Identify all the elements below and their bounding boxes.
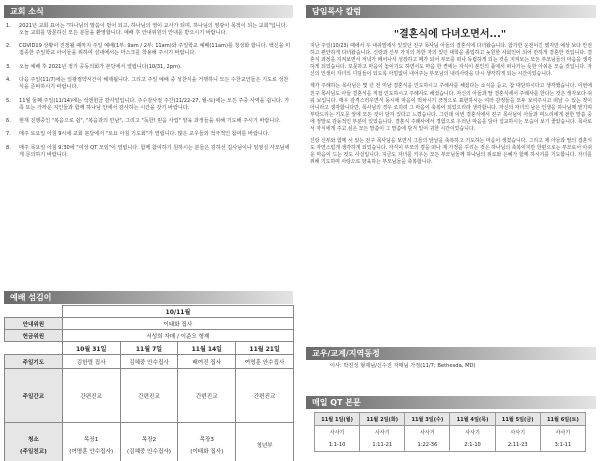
- snack-cell: 간편진교: [178, 369, 236, 423]
- qt-day: 11월 5일(금): [495, 413, 540, 426]
- table-row: [5, 369, 294, 423]
- calendar-title: 교우/교계/지역동정: [312, 349, 380, 358]
- prayer-label: 주일기도: [5, 355, 63, 369]
- prayer-cell: 여명훈 안수집사: [236, 355, 294, 369]
- news-number: 8.: [6, 144, 11, 151]
- news-text: 2021년 교회 표어는 "하나님의 말씀이 벋어 되고, 하나님의 영이 교사가 되며, 하나님의 영광이 목적이 되는 교회"입니다. 오늘 교회를 방문하신 모든 분들을 환영합니다. 예배 후 안내위원의 안내를 받으시기 바랍니다.: [19, 23, 288, 36]
- clean-group: 목장3: [199, 436, 214, 443]
- news-list: [6, 23, 292, 165]
- snack-cell: 간편진교: [236, 369, 294, 423]
- news-item: [6, 23, 292, 37]
- clean-label-cell: [5, 423, 63, 461]
- table-row: [315, 413, 586, 426]
- news-text: COVID19 상황이 진정될 때까지 주일 예배(1부: 9am / 2부: 11am)와 주일학교 예배(11am)를 청성화 합니다. 백신을 미접종한 주일학교 아이들을 위하여 실내에서는 마스크를 착용해 주시기 바랍니다.: [19, 43, 291, 57]
- qt-book: 사사기: [360, 426, 405, 439]
- clean-cell: [178, 423, 236, 461]
- table-row: [5, 306, 294, 318]
- week-header: 10월 31일: [62, 342, 120, 355]
- column-paragraph: 지난 주일(10/23) 때에서 우 내쉬빌에서 있었던 친구 목사님 아들의 결혼식에 다녀왔습니다. 참가한 운전이긴 했지만 예상 보다 안전하고 편안하게 다녀왔습니다. 신랑과 신부 가지의 처한 자의 있던 대학을 졸업하고 늦원한 사회인이 되어 만하게 결혼한 것입니다. 결혼식 과정을 지켜보면서 저녁가 떼어나서 성장하고 떼가 되어 부모를 떠나 독립하게 되는 것을 지켜보는 모든 부모님들의 마음을 생각하게 되었습니다. 꼬뭇하고 마음이 놓이기도 하면서도 마음 한 켠에는 자식이 본인의 품에서 떠나가는 듯한 아쉬운 모습 것입니다. 자신의 인생이 자녀의 디딤들이 되도록 아낌없이 내어주는 부모님의 내리사랑을 다시 생각하게 되는 시간이었습니다.: [310, 43, 592, 78]
- news-number: 6.: [6, 117, 11, 124]
- qt-day: 11월 1일(월): [315, 413, 360, 426]
- qt-day: 11월 6일(토): [540, 413, 585, 426]
- table-row: [315, 426, 586, 439]
- offering-label: 헌금위원: [5, 330, 63, 342]
- qt-day: 11월 3일(수): [405, 413, 450, 426]
- clean-leader: (여명훈 안수집사): [69, 448, 114, 455]
- news-text: 매주 목요일 아침 9:30에 "여성 QT 모임"이 열립니다. 함께 참여하기 원하시는 분들은 김하선 집사님이나 임영실 사모님에게 문의하기 바랍니다.: [19, 144, 290, 158]
- table-row: [5, 330, 294, 342]
- news-number: 5.: [6, 97, 11, 104]
- qt-book: 사사기: [540, 426, 585, 439]
- news-section-header: [4, 5, 293, 18]
- qt-book: 사사기: [450, 426, 495, 439]
- clean-group: 목장1: [84, 436, 99, 443]
- prayer-cell: 김혜중 안수집사: [120, 355, 178, 369]
- qt-book: 사사기: [315, 426, 360, 439]
- schedule-table: [4, 305, 294, 461]
- news-item: [6, 77, 292, 91]
- table-corner: [5, 306, 63, 318]
- news-item: [6, 43, 292, 57]
- table-row: [5, 355, 294, 369]
- snack-cell: 간편진교: [62, 369, 120, 423]
- news-item: [6, 131, 292, 138]
- qt-ref: 1:22-36: [405, 439, 450, 452]
- right-column: [300, 0, 600, 461]
- news-number: 3.: [6, 63, 11, 70]
- news-item: [6, 145, 292, 159]
- news-text: 오늘 예배 후 2021년 정기 공동의회가 본당에서 열립니다(10/31, 2pm).: [19, 63, 182, 70]
- column-heading: "결혼식에 다녀오면서...": [393, 29, 507, 40]
- qt-day: 11월 2일(화): [360, 413, 405, 426]
- news-item: [6, 118, 292, 125]
- calendar-section-header: [306, 347, 596, 360]
- news-text: 11월 둘째 주일(11/14)에는 석엔헌금 감사일입니다. 주수감사절 주간(11/22-27, 월-토)에는 모든 주중 사역을 쉽니다. 가족 또는 가까운 지인들과 함께 하나님 안에서 감사하는 시간을 갖기 바랍니다.: [19, 97, 290, 111]
- greeter-label: 안내위원: [5, 318, 63, 330]
- calendar-text: 이사: 박진성 형제님/신수진 자매님 가정(11/7; Bethesda, MD): [330, 363, 476, 369]
- qt-ref: 3:1-11: [540, 439, 585, 452]
- table-blank: [5, 342, 63, 355]
- news-number: 2.: [6, 43, 11, 50]
- week-header: 11월 21일: [236, 342, 294, 355]
- table-row: [5, 342, 294, 355]
- clean-group: 청년부: [256, 442, 273, 449]
- prayer-cell: 김한렬 집사: [62, 355, 120, 369]
- week-header: 11월 14일: [178, 342, 236, 355]
- column-paragraph: 제가 주례하는 목사님은 몇 년 전 미남 결혼식을 인도하시고 주례사를 해셨다는 소식을 듣고, 참 대단하시다고 생각했습니다. 이번에 친구 목사님도 아들 결혼식을 직접 인도하시고 주례사도 해셨습니다. 자신의 아들과 딸 결혼식에서 주례사를 한다는 것은 생각보다 쉬워 보입니다. 매우 감격스러우면서 동시에 마음이 벅차시기 긍정으로 표현하시는 여러 감정들을 모두 보여주시고 떠날 수 있는 것이 아니라고 생각합니다만, 목사님의 경우 오히려 그 마음이 축복이 되었으리라 생각합니다. 자신의 자녀의 남은 인생을 하나님께 맡기며 부탁드리는 기도문 앞에 모든 것이 담겨 있다고 느꼈습니다. 그런데 이번 결혼식에서 친구 목사님이 아들과 며느리에게 전한 말씀 중에 정말로 감동적인 부분이 있었습니다. 결혼식 주례사에서 경험으로 우러난 마음을 담아 설교하시는 모습이 보기 좋았습니다. 목사로서 자식에게 주고 싶은 모든 말씀이 그 말씀에 담겨 있어 귀한 시간이었습니다.: [310, 83, 592, 133]
- news-number: 4.: [6, 77, 11, 84]
- qt-day: 11월 4일(목): [450, 413, 495, 426]
- news-number: 1.: [6, 23, 11, 29]
- news-title: 교회 소식: [10, 7, 44, 16]
- news-item: [6, 98, 292, 112]
- column-paragraph: 신랑 신부와 함께 서 있는 친구 목사님을 보면서 그들의 앞날을 축복하고 기도하는 마음이 생겼습니다. 그리고 제 아들과 딸의 결혼식도 자연스럽게 생각하게 되었습니다. 자식이 부모의 곁을 떠나 제 가정을 꾸리는 것은 하나님의 축복이지만 한편으로는 부모로서 아쉬운 마음이 드는 것도 사실입니다. 지금도 자녀를 키우는 모든 부모님들께 하나님의 위로와 은혜가 함께 하시기를 기도합니다. 자녀를 위해 기도하며 사랑으로 양육하는 부모님들을 축복합니다.: [310, 138, 592, 166]
- qt-ref: 2:11-23: [495, 439, 540, 452]
- qt-ref: 1:1-10: [315, 439, 360, 452]
- qt-book: 사사기: [405, 426, 450, 439]
- prayer-cell: 배여진 집사: [178, 355, 236, 369]
- qt-ref: 1:11-21: [360, 439, 405, 452]
- schedule-title: 예배 섬김이: [10, 293, 52, 302]
- news-text: 다음 주일(11/7)에는 일광절약시간이 해제됩니다. 그리고 주일 예배 중 성찬식을 거행하니 모든 수찬교인들은 기도로 성찬식을 준비하시기 바랍니다.: [19, 77, 289, 91]
- clean-leader: (김혜중 안수집사): [127, 448, 171, 455]
- date-header: 10/11월: [62, 306, 293, 318]
- snack-label: 주일간교: [5, 369, 63, 423]
- column-body: [310, 43, 592, 172]
- clean-cell: [62, 423, 120, 461]
- offering-value: 서성희 자매 / 이준오 형제: [62, 330, 293, 342]
- clean-cell: [120, 423, 178, 461]
- qt-table: [314, 412, 586, 452]
- clean-sublabel: (주일친교): [20, 448, 47, 455]
- greeter-value: 이태화 집사: [62, 318, 293, 330]
- week-header: 11월 7일: [120, 342, 178, 355]
- news-number: 7.: [6, 131, 11, 138]
- news-text: 매주 토요일 아침 9시에 교회 본당에서 "토요 아침 기도회"가 열립니다. 많은 교우들의 적극적인 참여를 바랍니다.: [19, 131, 270, 138]
- table-row: [315, 439, 586, 452]
- column-title: 담임목사 칼럼: [312, 7, 362, 16]
- qt-section-header: [306, 396, 596, 409]
- table-row: [5, 423, 294, 461]
- column-section-header: [306, 5, 596, 18]
- snack-cell: 간편진교: [120, 369, 178, 423]
- clean-cell: [236, 423, 294, 461]
- clean-group: 목장2: [141, 436, 157, 443]
- clean-leader: (이태화 집사): [190, 448, 224, 455]
- qt-title: 매일 QT 본문: [312, 398, 361, 407]
- news-item: [6, 64, 292, 71]
- clean-label: 청소: [27, 436, 39, 443]
- news-text: 현재 진행중인 "복음으로 쉽", "복음과의 만남", 그리고 "독한! 믿음 사업" 양육 과정들을 위해 기도해 주시기 바랍니다.: [19, 117, 281, 124]
- schedule-section-header: [4, 291, 293, 304]
- qt-ref: 2:1-10: [450, 439, 495, 452]
- qt-book: 사사기: [495, 426, 540, 439]
- table-row: [5, 318, 294, 330]
